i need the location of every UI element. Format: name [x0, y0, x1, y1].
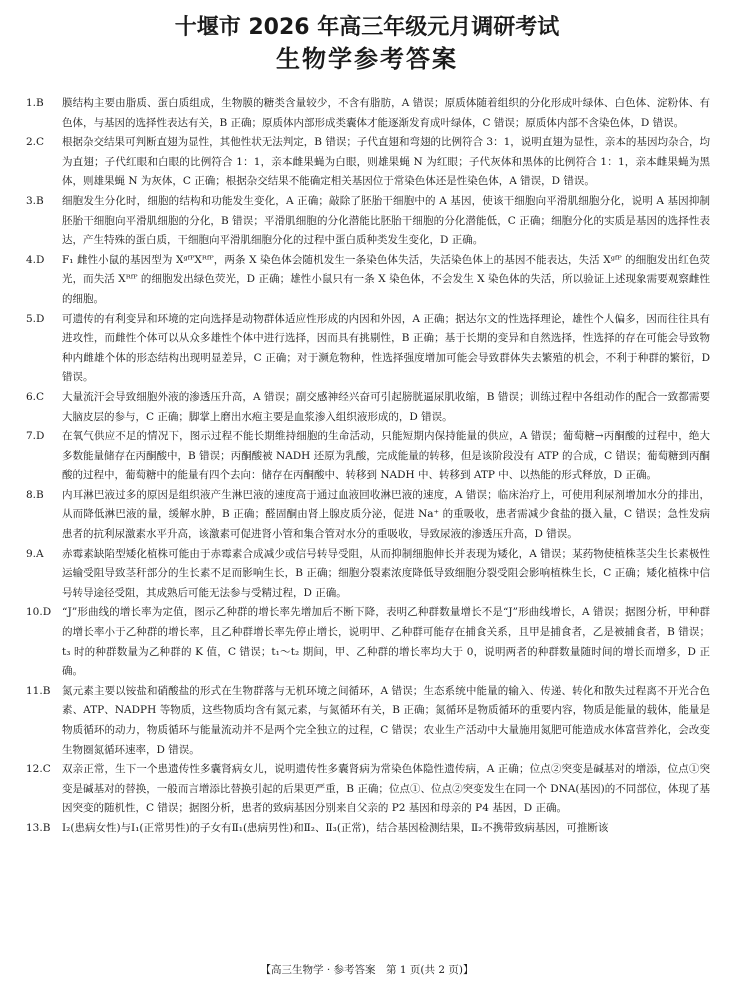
answer-item-1	[26, 94, 710, 133]
answer-list	[26, 94, 710, 839]
answer-explanation: 可遗传的有利变异和环境的定向选择是动物群体适应性形成的内因和外因，A 正确；据达尔文的性选择理论，雄性个人偏多，因而往往具有进攻性，而雌性个体可以从众多雄性个体中进行选择，因而具有挑剔性，B 正确；基于长期的变异和自然选择，性选择的存在可能会导致物种内雌雄个体的形态结构出现明显差异，C 正确；对于濒危物种，性选择强度增加可能会导致群体失去繁殖的机会，不利于种群的繁衍，D 错误。	[62, 312, 710, 384]
answer-explanation: 大量流汗会导致细胞外液的渗透压升高，A 错误；副交感神经兴奋可引起膀胱逼尿肌收缩，B 错误；训练过程中各组动作的配合一致都需要大脑皮层的参与，C 正确；脚掌上磨出水疱主要是血浆渗入组织液形成的，D 错误。	[62, 390, 710, 423]
answer-item-10	[26, 603, 710, 681]
answer-explanation: 在氧气供应不足的情况下，图示过程不能长期维持细胞的生命活动，只能短期内保持能量的供应，A 错误；葡萄糖→丙酮酸的过程中，绝大多数能量储存在丙酮酸中，B 错误；丙酮酸被 NADH 还原为乳酸，完成能量的转移，但是该阶段没有 ATP 的合成，C 错误；葡萄糖到丙酮酸的过程中，葡萄糖中的能量有四个去向：储存在丙酮酸中、转移到 NADH 中、转移到 ATP 中、以热能的形式释放，D 正确。	[62, 430, 710, 482]
answer-item-13	[26, 819, 710, 839]
answer-number: 7.D	[26, 430, 45, 443]
answer-explanation: Ⅰ₂(患病女性)与Ⅰ₁(正常男性)的子女有Ⅱ₁(患病男性)和Ⅱ₂、Ⅱ₃(正常)，结合基因检测结果，Ⅱ₂不携带致病基因，可推断该	[62, 821, 609, 834]
answer-explanation: 根据杂交结果可判断直翅为显性，其他性状无法判定，B 错误；子代直翅和弯翅的比例符合 3：1，说明直翅为显性，亲本的基因均杂合，均为直翅；子代红眼和白眼的比例符合 1：1，亲本雌果蝇为白眼，则雄果蝇 N 为红眼；子代灰体和黑体的比例符合 1：1，亲本雌果蝇为黑体，则雄果蝇 N 为灰体，C 正确；根据杂交结果不能确定相关基因位于常染色体还是性染色体，A 错误，D 错误。	[62, 136, 710, 188]
answer-number: 6.C	[26, 390, 45, 403]
answer-number: 2.C	[26, 136, 45, 149]
answer-item-6	[26, 388, 710, 427]
answer-explanation: “J”形曲线的增长率为定值，图示乙种群的增长率先增加后不断下降，表明乙种群数量增长不是“J”形曲线增长，A 错误；据图分析，甲种群的增长率小于乙种群的增长率，且乙种群增长率先停止增长，说明甲、乙种群可能存在捕食关系，且甲是捕食者，乙是被捕食者，B 错误；t₃ 时的种群数量为乙种群的 K 值，C 错误；t₁～t₂ 期间，甲、乙种群的增长率均大于 0，说明两者的种群数量随时间的增长而增多，D 正确。	[62, 606, 710, 678]
answer-number: 13.B	[26, 821, 51, 834]
answer-item-12	[26, 760, 710, 819]
answer-item-5	[26, 310, 710, 388]
answer-item-8	[26, 486, 710, 545]
answer-number: 1.B	[26, 97, 44, 109]
answer-explanation: 内耳淋巴液过多的原因是组织液产生淋巴液的速度高于通过血液回收淋巴液的速度，A 错误；临床治疗上，可使用利尿剂增加水分的排出，从而降低淋巴液的量，缓解水肿，B 正确；醛固酮由肾上腺皮质分泌，促进 Na⁺ 的重吸收，患者需减少食盐的摄入量，C 错误；急性发病患者的抗利尿激素水平升高，该激素可促进肾小管和集合管对水分的重吸收，导致尿液的渗透压升高，D 错误。	[62, 488, 710, 541]
answer-item-4	[26, 251, 710, 310]
answer-number: 4.D	[26, 253, 45, 266]
answer-number: 8.B	[26, 488, 44, 501]
answer-explanation: 细胞发生分化时，细胞的结构和功能发生变化，A 正确；敲除了胚胎干细胞中的 A 基因，使该干细胞向平滑肌细胞分化，说明 A 基因抑制胚胎干细胞向平滑肌细胞的分化，B 错误；平滑肌细胞的分化潜能比胚胎干细胞的分化潜能低，C 正确；细胞分化的实质是基因的选择性表达，产生特殊的蛋白质，干细胞向平滑肌细胞分化的过程中蛋白质种类发生变化，D 正确。	[62, 194, 710, 247]
answer-item-2	[26, 133, 710, 192]
answer-number: 12.C	[26, 763, 51, 776]
answer-number: 10.D	[26, 606, 52, 619]
exam-title: 十堰市 2026 年高三年级元月调研考试	[174, 15, 560, 40]
answer-key-title: 生物学参考答案	[276, 45, 458, 73]
answer-explanation: F₁ 雌性小鼠的基因型为 XᵍᶠᴾXᴿᶠᴾ，两条 X 染色体会随机发生一条染色体失活，失活染色体上的基因不能表达，失活 Xᵍᶠᴾ 的细胞发出红色荧光，而失活 Xᴿᶠᴾ 的细胞发出绿色荧光，D 正确；雄性小鼠只有一条 X 染色体，不会发生 X 染色体的失活，所以验证上述现象需要观察雌性的细胞。	[62, 253, 710, 305]
answer-explanation: 双亲正常，生下一个患遗传性多囊肾病女儿，说明遗传性多囊肾病为常染色体隐性遗传病，A 正确；位点②突变是碱基对的增添，位点①突变是碱基对的替换，一般而言增添比替换引起的后果更严重，B 正确；位点①、位点②突变发生在同一个 DNA(基因)的不同部位，体现了基因突变的随机性，C 错误；据图分析，患者的致病基因分别来自父亲的 P2 基因和母亲的 P4 基因，D 正确。	[62, 763, 710, 815]
answer-number: 3.B	[26, 194, 44, 207]
answer-explanation: 膜结构主要由脂质、蛋白质组成，生物膜的糖类含量较少，不含有脂肪，A 错误；原质体随着组织的分化形成叶绿体、白色体、淀粉体、有色体，与基因的选择性表达有关，B 正确；原质体内部形成类囊体才能逐渐发育成叶绿体，C 错误；原质体内部不含染色体，D 错误。	[62, 97, 710, 129]
answer-item-3	[26, 192, 710, 251]
answer-number: 5.D	[26, 312, 45, 325]
answer-item-7	[26, 427, 710, 486]
answer-number: 11.B	[26, 684, 51, 697]
answer-number: 9.A	[26, 547, 44, 560]
answer-explanation: 氮元素主要以铵盐和硝酸盐的形式在生物群落与无机环境之间循环，A 错误；生态系统中能量的输入、传递、转化和散失过程离不开光合色素、ATP、NADPH 等物质，这些物质均含有氮元素，与氮循环有关，B 正确；氮循环是物质循环的重要内容，物质是能量的载体，能量是物质循环的动力，物质循环与能量流动并不是两个完全独立的过程，C 错误；农业生产活动中大量施用氮肥可能造成水体富营养化，会改变生物圈氮循环速率，D 错误。	[62, 684, 710, 756]
page-footer: 【高三生物学 · 参考答案 第 1 页(共 2 页)】	[260, 964, 474, 976]
answer-item-11	[26, 682, 710, 760]
answer-explanation: 赤霉素缺陷型矮化植株可能由于赤霉素合成减少或信号转导受阻，从而抑制细胞伸长并表现为矮化，A 错误；某药物使植株茎尖生长素极性运输受阻导致茎秆部分的生长素不足而影响生长，B 正确；细胞分裂素浓度降低导致细胞分裂受阻会影响植株生长，C 正确；矮化植株中信号转导途径受阻，其成熟后可能无法参与受精过程，D 正确。	[62, 547, 710, 599]
answer-item-9	[26, 545, 710, 604]
